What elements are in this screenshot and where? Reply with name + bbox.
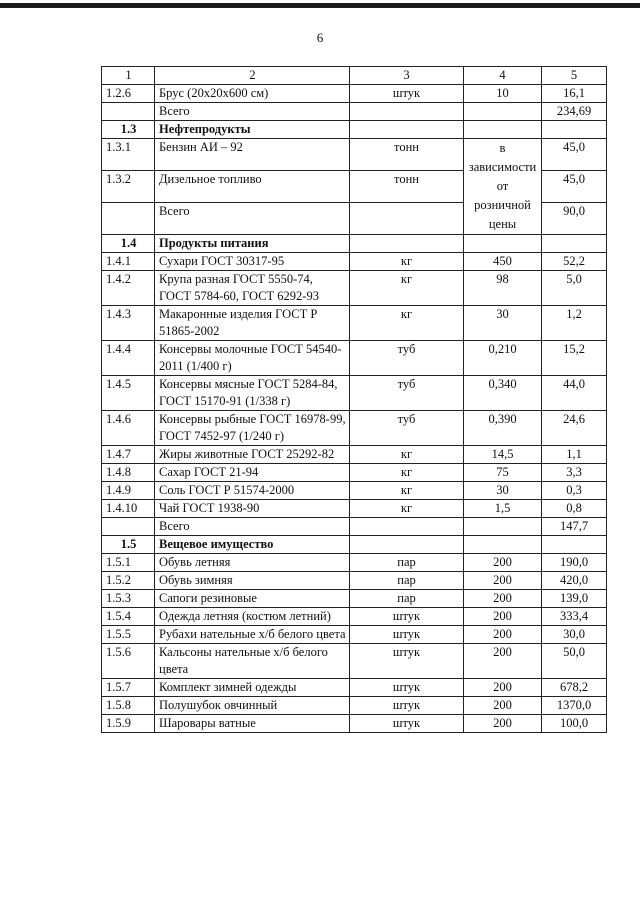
item-name: Бензин АИ – 92 (155, 139, 350, 171)
total-amount: 90,0 (542, 203, 607, 235)
unit-cell (350, 121, 464, 139)
header-cell-2: 2 (155, 67, 350, 85)
item-name: Жиры животные ГОСТ 25292-82 (155, 446, 350, 464)
item-amount: 190,0 (542, 554, 607, 572)
table-row (102, 572, 607, 590)
item-quantity: 200 (464, 626, 542, 644)
item-amount: 16,1 (542, 85, 607, 103)
total-amount: 234,69 (542, 103, 607, 121)
item-quantity: 10 (464, 85, 542, 103)
item-name: Одежда летняя (костюм летний) (155, 608, 350, 626)
item-number: 1.4.1 (102, 253, 155, 271)
table-row (102, 253, 607, 271)
item-unit: кг (350, 464, 464, 482)
item-amount: 1,1 (542, 446, 607, 464)
item-name: Полушубок овчинный (155, 697, 350, 715)
item-unit: тонн (350, 139, 464, 171)
item-unit: кг (350, 482, 464, 500)
item-number: 1.5.1 (102, 554, 155, 572)
item-unit: кг (350, 500, 464, 518)
item-number: 1.3.1 (102, 139, 155, 171)
table-row (102, 446, 607, 464)
item-name: Консервы рыбные ГОСТ 16978-99, ГОСТ 7452-97 (1/240 г) (155, 411, 350, 446)
item-unit: пар (350, 554, 464, 572)
total-amount: 147,7 (542, 518, 607, 536)
retail-price-note: в зависимости от розничной цены (464, 139, 542, 235)
item-quantity: 30 (464, 306, 542, 341)
top-rule (0, 3, 640, 8)
item-unit: кг (350, 306, 464, 341)
unit-cell (350, 518, 464, 536)
item-amount: 52,2 (542, 253, 607, 271)
section-title: Вещевое имущество (155, 536, 350, 554)
table-row (102, 608, 607, 626)
item-unit: штук (350, 697, 464, 715)
item-name: Комплект зимней одежды (155, 679, 350, 697)
item-number: 1.5.5 (102, 626, 155, 644)
item-name: Чай ГОСТ 1938-90 (155, 500, 350, 518)
table-row (102, 679, 607, 697)
item-amount: 420,0 (542, 572, 607, 590)
item-amount: 139,0 (542, 590, 607, 608)
item-amount: 30,0 (542, 626, 607, 644)
item-quantity: 200 (464, 608, 542, 626)
table-row (102, 85, 607, 103)
table-row (102, 482, 607, 500)
item-unit: штук (350, 715, 464, 733)
header-cell-5: 5 (542, 67, 607, 85)
item-quantity: 14,5 (464, 446, 542, 464)
item-unit: тонн (350, 171, 464, 203)
item-number: 1.4.9 (102, 482, 155, 500)
item-unit: штук (350, 644, 464, 679)
item-name: Сапоги резиновые (155, 590, 350, 608)
item-number: 1.5.8 (102, 697, 155, 715)
amount-cell (542, 536, 607, 554)
item-name: Шаровары ватные (155, 715, 350, 733)
table-row (102, 271, 607, 306)
amount-cell (542, 121, 607, 139)
quantity-cell (464, 536, 542, 554)
item-quantity: 200 (464, 715, 542, 733)
item-number: 1.4.4 (102, 341, 155, 376)
item-amount: 678,2 (542, 679, 607, 697)
item-amount: 1370,0 (542, 697, 607, 715)
item-name: Кальсоны нательные х/б белого цвета (155, 644, 350, 679)
item-amount: 0,8 (542, 500, 607, 518)
table-row (102, 464, 607, 482)
resources-table (101, 66, 607, 733)
total-label: Всего (155, 203, 350, 235)
section-row (102, 235, 607, 253)
item-number: 1.5.6 (102, 644, 155, 679)
item-number: 1.5.7 (102, 679, 155, 697)
item-quantity: 450 (464, 253, 542, 271)
item-name: Консервы мясные ГОСТ 5284-84, ГОСТ 15170-91 (1/338 г) (155, 376, 350, 411)
header-cell-3: 3 (350, 67, 464, 85)
item-amount: 1,2 (542, 306, 607, 341)
unit-cell (350, 235, 464, 253)
item-quantity: 30 (464, 482, 542, 500)
item-name: Рубахи нательные х/б белого цвета (155, 626, 350, 644)
item-unit: штук (350, 85, 464, 103)
item-number: 1.3.2 (102, 171, 155, 203)
amount-cell (542, 235, 607, 253)
item-unit: кг (350, 253, 464, 271)
item-unit: штук (350, 626, 464, 644)
item-unit: туб (350, 376, 464, 411)
item-amount: 5,0 (542, 271, 607, 306)
table-row (102, 626, 607, 644)
table-row (102, 697, 607, 715)
item-name: Крупа разная ГОСТ 5550-74, ГОСТ 5784-60, ГОСТ 6292-93 (155, 271, 350, 306)
item-quantity: 98 (464, 271, 542, 306)
item-quantity: 200 (464, 590, 542, 608)
section-number: 1.4 (102, 235, 155, 253)
item-name: Обувь зимняя (155, 572, 350, 590)
header-row (102, 67, 607, 85)
item-quantity: 200 (464, 697, 542, 715)
item-name: Соль ГОСТ Р 51574-2000 (155, 482, 350, 500)
item-number: 1.5.2 (102, 572, 155, 590)
table-row (102, 139, 607, 171)
total-row (102, 103, 607, 121)
item-amount: 333,4 (542, 608, 607, 626)
item-amount: 100,0 (542, 715, 607, 733)
quantity-cell (464, 103, 542, 121)
item-name: Дизельное топливо (155, 171, 350, 203)
table-row (102, 306, 607, 341)
unit-cell (350, 103, 464, 121)
section-title: Нефтепродукты (155, 121, 350, 139)
item-unit: туб (350, 341, 464, 376)
unit-cell (350, 203, 464, 235)
item-number: 1.2.6 (102, 85, 155, 103)
item-number: 1.5.9 (102, 715, 155, 733)
section-title: Продукты питания (155, 235, 350, 253)
header-cell-4: 4 (464, 67, 542, 85)
section-number: 1.5 (102, 536, 155, 554)
table-row (102, 376, 607, 411)
header-cell-1: 1 (102, 67, 155, 85)
item-amount: 45,0 (542, 171, 607, 203)
unit-cell (350, 536, 464, 554)
table-row (102, 590, 607, 608)
item-number: 1.4.2 (102, 271, 155, 306)
item-amount: 15,2 (542, 341, 607, 376)
item-number: 1.4.8 (102, 464, 155, 482)
table-body (102, 67, 607, 733)
item-amount: 44,0 (542, 376, 607, 411)
number-cell (102, 203, 155, 235)
item-name: Обувь летняя (155, 554, 350, 572)
item-unit: штук (350, 608, 464, 626)
table-row (102, 644, 607, 679)
item-unit: туб (350, 411, 464, 446)
item-name: Сахар ГОСТ 21-94 (155, 464, 350, 482)
item-number: 1.4.6 (102, 411, 155, 446)
item-unit: пар (350, 572, 464, 590)
item-name: Консервы молочные ГОСТ 54540-2011 (1/400 г) (155, 341, 350, 376)
table-row (102, 554, 607, 572)
item-quantity: 200 (464, 644, 542, 679)
total-label: Всего (155, 518, 350, 536)
item-amount: 24,6 (542, 411, 607, 446)
item-amount: 50,0 (542, 644, 607, 679)
item-quantity: 0,210 (464, 341, 542, 376)
section-row (102, 121, 607, 139)
item-amount: 45,0 (542, 139, 607, 171)
table-row (102, 715, 607, 733)
item-quantity: 200 (464, 679, 542, 697)
table-row (102, 411, 607, 446)
section-number: 1.3 (102, 121, 155, 139)
item-quantity: 0,340 (464, 376, 542, 411)
item-amount: 3,3 (542, 464, 607, 482)
item-unit: пар (350, 590, 464, 608)
item-unit: кг (350, 271, 464, 306)
table-row (102, 341, 607, 376)
item-unit: кг (350, 446, 464, 464)
item-quantity: 200 (464, 572, 542, 590)
quantity-cell (464, 518, 542, 536)
item-unit: штук (350, 679, 464, 697)
total-row (102, 518, 607, 536)
item-name: Макаронные изделия ГОСТ Р 51865-2002 (155, 306, 350, 341)
item-name: Сухари ГОСТ 30317-95 (155, 253, 350, 271)
item-number: 1.4.7 (102, 446, 155, 464)
item-number: 1.4.10 (102, 500, 155, 518)
item-quantity: 200 (464, 554, 542, 572)
item-name: Брус (20х20х600 см) (155, 85, 350, 103)
total-label: Всего (155, 103, 350, 121)
item-number: 1.5.4 (102, 608, 155, 626)
item-number: 1.5.3 (102, 590, 155, 608)
table-row (102, 500, 607, 518)
number-cell (102, 103, 155, 121)
item-quantity: 1,5 (464, 500, 542, 518)
number-cell (102, 518, 155, 536)
quantity-cell (464, 235, 542, 253)
item-number: 1.4.5 (102, 376, 155, 411)
item-number: 1.4.3 (102, 306, 155, 341)
item-amount: 0,3 (542, 482, 607, 500)
quantity-cell (464, 121, 542, 139)
page-number: 6 (316, 30, 324, 45)
item-quantity: 75 (464, 464, 542, 482)
section-row (102, 536, 607, 554)
item-quantity: 0,390 (464, 411, 542, 446)
